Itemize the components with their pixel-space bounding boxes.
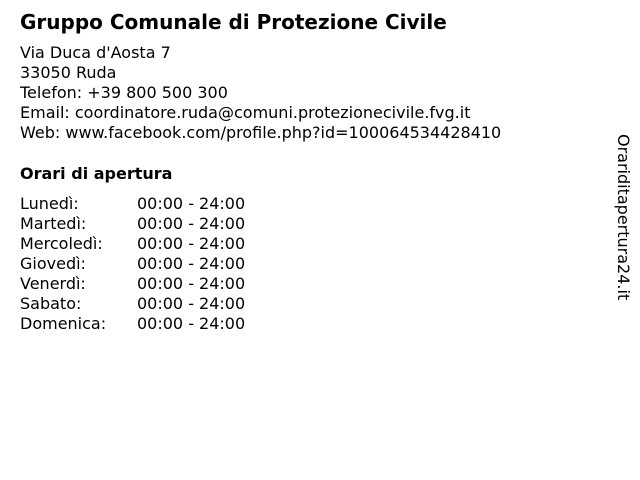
page-title: Gruppo Comunale di Protezione Civile [20,10,447,34]
time-range: 00:00 - 24:00 [137,314,246,333]
day-label: Mercoledì: [20,234,103,253]
time-range: 00:00 - 24:00 [137,294,246,313]
hours-row-monday [20,194,280,214]
time-range: 00:00 - 24:00 [137,274,246,293]
time-range: 00:00 - 24:00 [137,254,246,273]
day-label: Giovedì: [20,254,86,273]
hours-row-tuesday [20,214,280,234]
time-range: 00:00 - 24:00 [137,234,246,253]
opening-hours-table [20,194,280,334]
time-range: 00:00 - 24:00 [137,194,246,213]
street-address: Via Duca d'Aosta 7 [20,43,171,62]
opening-hours-heading: Orari di apertura [20,164,173,183]
hours-row-friday [20,274,280,294]
email-line: Email: coordinatore.ruda@comuni.protezionecivile.fvg.it [20,103,471,122]
day-label: Lunedì: [20,194,79,213]
day-label: Sabato: [20,294,82,313]
hours-row-saturday [20,294,280,314]
web-line: Web: www.facebook.com/profile.php?id=100064534428410 [20,123,502,142]
time-range: 00:00 - 24:00 [137,214,246,233]
day-label: Domenica: [20,314,107,333]
address-block [20,43,501,143]
day-label: Martedì: [20,214,87,233]
hours-row-wednesday [20,234,280,254]
phone-line: Telefon: +39 800 500 300 [20,83,228,102]
hours-row-thursday [20,254,280,274]
postal-city: 33050 Ruda [20,63,117,82]
hours-row-sunday [20,314,280,334]
day-label: Venerdì: [20,274,86,293]
brand-watermark: Orariditapertura24.it [614,134,633,301]
